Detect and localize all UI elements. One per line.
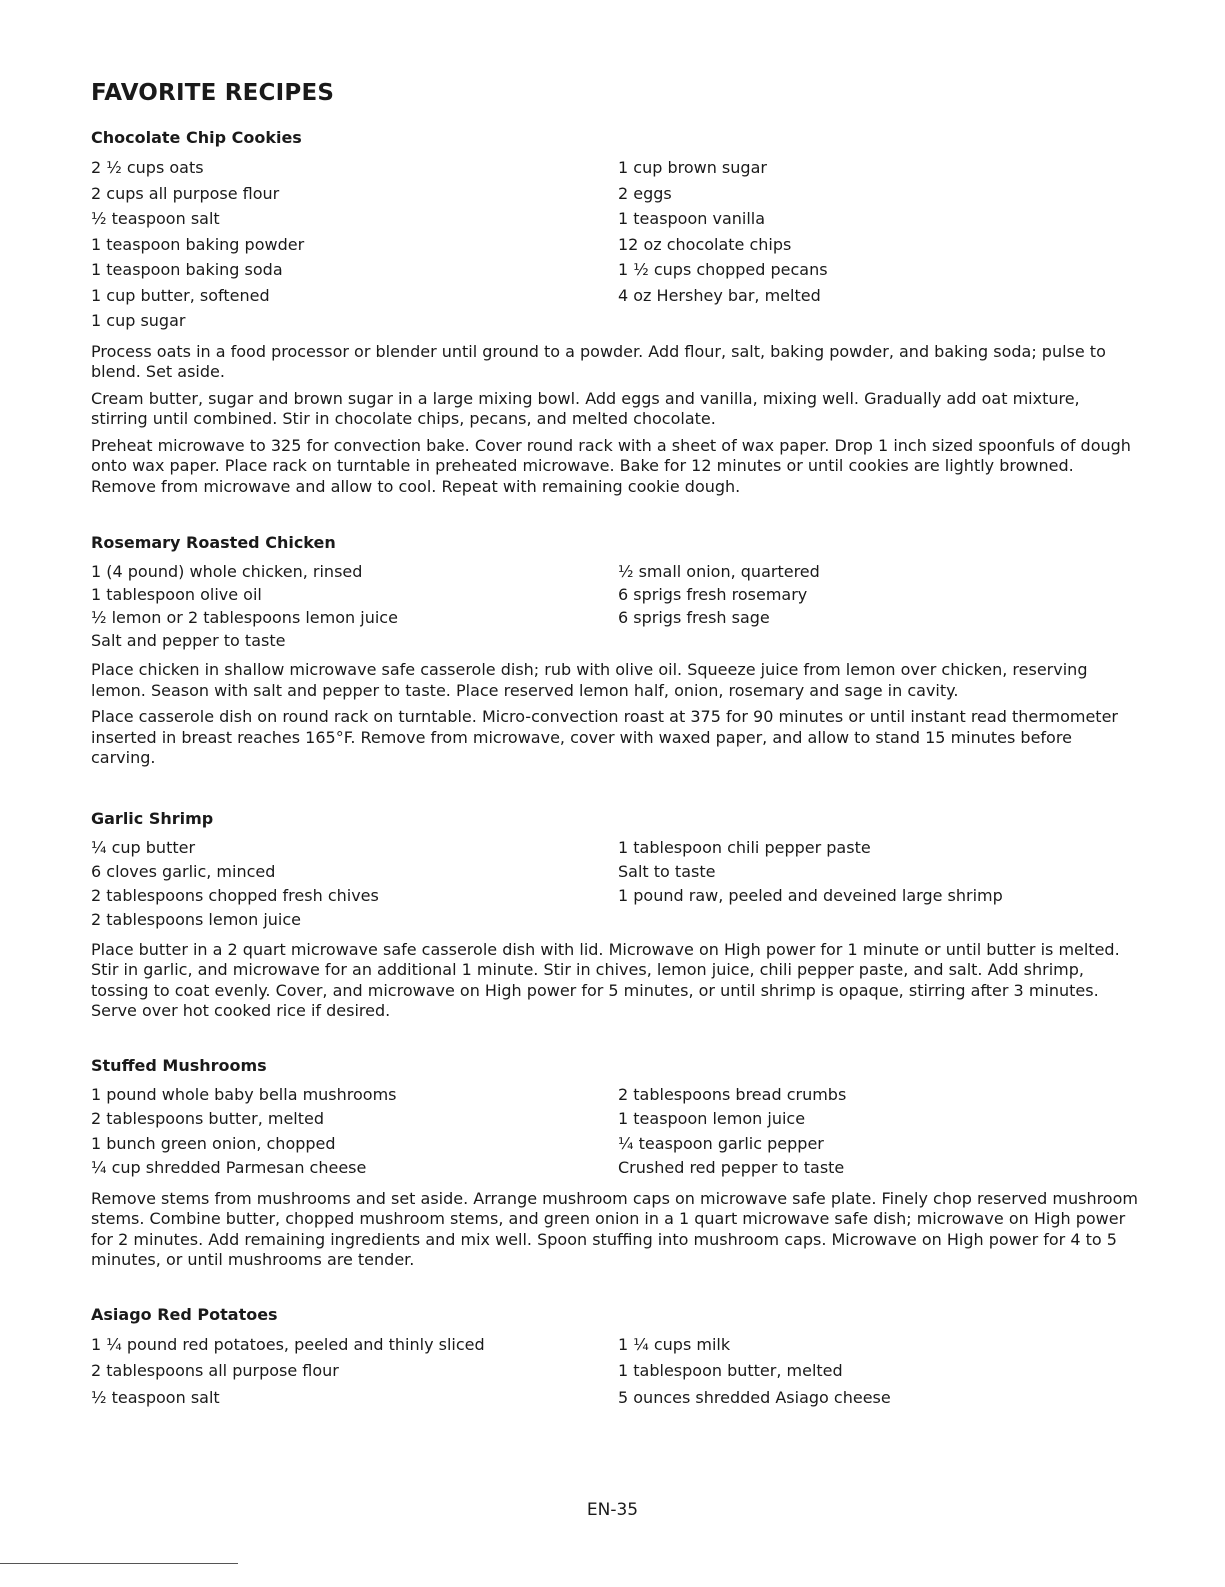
recipe-instruction: Cream butter, sugar and brown sugar in a large mixing bowl. Add eggs and vanilla, mixing well. Gradually add oat mixture, stirring until combined. Stir in chocolate chips, pecans, and melted chocolate. xyxy=(91,388,1080,428)
ingredient-item: Salt to taste xyxy=(618,861,716,881)
ingredient-item: Salt and pepper to taste xyxy=(91,631,286,650)
recipe-title: Chocolate Chip Cookies xyxy=(91,128,302,147)
ingredient-column-left xyxy=(91,1083,618,1181)
ingredient-item: 12 oz chocolate chips xyxy=(618,234,792,254)
ingredient-column-left xyxy=(91,560,618,652)
ingredient-item: 1 cup sugar xyxy=(91,311,186,330)
recipe-title: Asiago Red Potatoes xyxy=(91,1304,278,1324)
ingredient-column-right xyxy=(618,155,1139,334)
recipe-page xyxy=(91,80,1139,1411)
recipe-section xyxy=(91,809,1139,1022)
ingredient-item: 1 cup brown sugar xyxy=(618,158,767,177)
recipe-instruction: Process oats in a food processor or blender until ground to a powder. Add flour, salt, baking powder, and baking soda; pulse to blend. Set aside. xyxy=(91,341,1106,381)
recipe-instruction: Place butter in a 2 quart microwave safe casserole dish with lid. Microwave on High power for 1 minute or until butter is melted. Stir in garlic, and microwave for an additional 1 minute. Stir in chives, lemon juice, chili pepper paste, and salt. Add shrimp, tossing to coat evenly. Cover, and microwave on High power for 5 minutes, or until shrimp is opaque, stirring after 3 minutes. Serve over hot cooked rice if desired. xyxy=(91,939,1120,1020)
ingredient-item: 1 tablespoon olive oil xyxy=(91,585,262,604)
ingredient-item: 1 (4 pound) whole chicken, rinsed xyxy=(91,562,363,581)
ingredient-column-left xyxy=(91,836,618,932)
ingredient-item: 6 cloves garlic, minced xyxy=(91,861,276,881)
ingredient-item: ½ teaspoon salt xyxy=(91,1387,220,1407)
ingredient-item: 1 bunch green onion, chopped xyxy=(91,1133,336,1153)
ingredient-item: 1 ½ cups chopped pecans xyxy=(618,260,828,279)
ingredient-item: 1 tablespoon chili pepper paste xyxy=(618,837,871,857)
ingredient-item: ¼ teaspoon garlic pepper xyxy=(618,1133,824,1153)
ingredient-item: Crushed red pepper to taste xyxy=(618,1158,845,1177)
ingredient-item: 1 teaspoon vanilla xyxy=(618,209,766,228)
ingredient-item: 2 tablespoons butter, melted xyxy=(91,1109,325,1128)
ingredient-item: 1 teaspoon lemon juice xyxy=(618,1109,806,1128)
ingredient-column-left xyxy=(91,1332,618,1412)
ingredient-item: 5 ounces shredded Asiago cheese xyxy=(618,1387,891,1407)
ingredient-list xyxy=(91,836,1139,932)
page-number: EN-35 xyxy=(586,1500,639,1520)
ingredient-item: 2 tablespoons lemon juice xyxy=(91,909,301,929)
ingredient-list xyxy=(91,1332,1139,1412)
ingredient-column-right xyxy=(618,1332,1139,1412)
page-title: FAVORITE RECIPES xyxy=(91,80,335,106)
ingredient-item: 2 tablespoons all purpose flour xyxy=(91,1361,339,1380)
ingredient-item: ¼ cup butter xyxy=(91,837,196,857)
recipe-section xyxy=(91,1305,1139,1412)
recipe-title: Garlic Shrimp xyxy=(91,808,214,828)
ingredient-item: ½ teaspoon salt xyxy=(91,209,220,228)
recipe-instruction: Preheat microwave to 325 for convection bake. Cover round rack with a sheet of wax paper. Drop 1 inch sized spoonfuls of dough onto wax paper. Place rack on turntable in preheated microwave. Bake for 12 minutes or until cookies are lightly browned. Remove from microwave and allow to cool. Repeat with remaining cookie dough. xyxy=(91,435,1131,496)
ingredient-item: ½ small onion, quartered xyxy=(618,562,820,581)
ingredient-item: 2 tablespoons chopped fresh chives xyxy=(91,885,379,905)
ingredient-list xyxy=(91,1083,1139,1181)
recipe-section xyxy=(91,533,1139,769)
ingredient-item: 1 pound whole baby bella mushrooms xyxy=(91,1084,397,1104)
ingredient-list xyxy=(91,155,1139,334)
ingredient-item: 2 ½ cups oats xyxy=(91,158,204,177)
ingredient-item: 1 ¼ pound red potatoes, peeled and thinly sliced xyxy=(91,1334,485,1354)
recipe-instruction: Remove stems from mushrooms and set aside. Arrange mushroom caps on microwave safe plate. Finely chop reserved mushroom stems. Combine butter, chopped mushroom stems, and green onion in a 1 quart microwave safe dish; microwave on High power for 2 minutes. Add remaining ingredients and mix well. Spoon stuffing into mushroom caps. Microwave on High power for 4 to 5 minutes, or until mushrooms are tender. xyxy=(91,1188,1138,1269)
ingredient-item: ¼ cup shredded Parmesan cheese xyxy=(91,1158,367,1177)
ingredient-item: 1 tablespoon butter, melted xyxy=(618,1361,843,1380)
ingredient-item: 1 teaspoon baking powder xyxy=(91,234,305,254)
ingredient-column-right xyxy=(618,560,1139,652)
ingredient-item: 1 ¼ cups milk xyxy=(618,1334,731,1354)
ingredient-item: 1 cup butter, softened xyxy=(91,285,270,305)
ingredient-item: 2 eggs xyxy=(618,183,672,203)
recipe-section xyxy=(91,128,1139,497)
ingredient-item: 2 cups all purpose flour xyxy=(91,183,280,203)
ingredient-item: 1 teaspoon baking soda xyxy=(91,260,283,279)
ingredient-item: 4 oz Hershey bar, melted xyxy=(618,285,821,305)
ingredient-item: 1 pound raw, peeled and deveined large shrimp xyxy=(618,885,1003,905)
ingredient-column-left xyxy=(91,155,618,334)
recipe-list xyxy=(91,128,1139,1411)
ingredient-item: 2 tablespoons bread crumbs xyxy=(618,1084,847,1104)
ingredient-item: 6 sprigs fresh rosemary xyxy=(618,585,808,604)
ingredient-list xyxy=(91,560,1139,652)
ingredient-item: 6 sprigs fresh sage xyxy=(618,608,770,627)
bottom-rule xyxy=(0,1563,238,1564)
recipe-instruction: Place casserole dish on round rack on turntable. Micro-convection roast at 375 for 90 minutes or until instant read thermometer inserted in breast reaches 165°F. Remove from microwave, cover with waxed paper, and allow to stand 15 minutes before carving. xyxy=(91,707,1118,767)
recipe-title: Stuffed Mushrooms xyxy=(91,1055,267,1075)
recipe-title: Rosemary Roasted Chicken xyxy=(91,533,336,552)
recipe-instruction: Place chicken in shallow microwave safe casserole dish; rub with olive oil. Squeeze juice from lemon over chicken, reserving lemon. Season with salt and pepper to taste. Place reserved lemon half, onion, rosemary and sage in cavity. xyxy=(91,660,1088,700)
ingredient-column-right xyxy=(618,836,1139,932)
ingredient-item: ½ lemon or 2 tablespoons lemon juice xyxy=(91,608,398,627)
recipe-section xyxy=(91,1056,1139,1271)
ingredient-column-right xyxy=(618,1083,1139,1181)
